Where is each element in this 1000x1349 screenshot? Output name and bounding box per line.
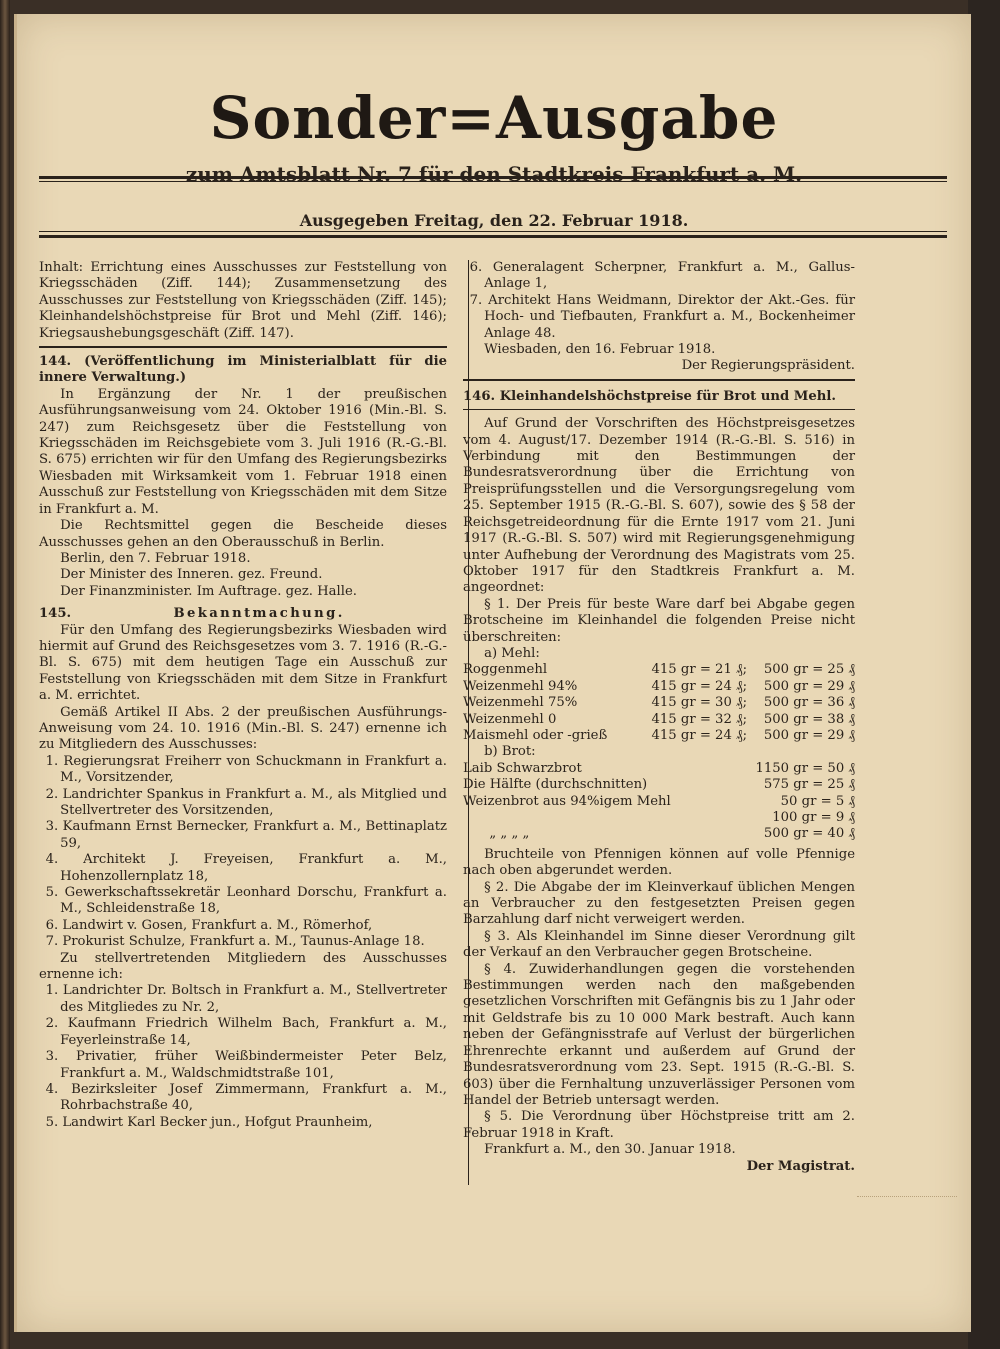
masthead	[17, 84, 971, 186]
price-cell: 500 gr = 25 ₰	[763, 662, 855, 678]
product-name: Weizenmehl 75%	[463, 695, 578, 711]
section-146-paragraph: § 1. Der Preis für beste Ware darf bei Abgabe gegen Brotscheine im Kleinhandel die folgenden Preise nicht überschreiten:	[463, 596, 855, 645]
deputy-item: 1. Landrichter Dr. Boltsch in Frankfurt a. M., Stellvertreter des Mitgliedes zu Nr. 2,	[45, 983, 447, 1015]
section-146-paragraph: Auf Grund der Vorschriften des Höchstpreisgesetzes vom 4. August/17. Dezember 1914 (R.-G.-Bl. S. 516) in Verbindung mit den Bestimmungen der Bundesratsverordnung über die Errichtung von Preisprüfungsstellen und die Versorgungsregelung vom 25. September 1915 (R.-G.-Bl. S. 607), sowie des § 58 der Reichsgetreideordnung für die Ernte 1917 vom 21. Juni 1917 (R.-G.-Bl. S. 507) wird mit Regierungsgenehmigung unter Aufhebung der Verordnung des Magistrats vom 25. Oktober 1917 für den Stadtkreis Frankfurt a. M. angeordnet:	[463, 416, 855, 596]
price-cell: 500 gr = 36 ₰	[763, 695, 855, 711]
product-name: Weizenmehl 0	[463, 711, 557, 727]
section-144-heading: 144. (Veröffentlichung im Ministerialblatt für die innere Verwaltung.)	[39, 354, 447, 386]
section-144-signature: Der Minister des Inneren. gez. Freund.	[60, 567, 323, 583]
member-item: 4. Architekt J. Freyeisen, Frankfurt a. M., Hohenzollernplatz 18,	[45, 852, 447, 884]
product-name: Laib Schwarzbrot	[463, 760, 582, 776]
issue-rule-thin	[39, 231, 947, 232]
deputy-item: 7. Architekt Hans Weidmann, Direktor der Akt.-Ges. für Hoch- und Tiefbauten, Frankfurt a. M., Bockenheimer Anlage 48.	[469, 292, 855, 341]
deputy-item: 3. Privatier, früher Weißbindermeister Peter Belz, Frankfurt a. M., Waldschmidtstraße 101,	[45, 1049, 447, 1081]
price-cell: 500 gr = 29 ₰	[763, 727, 855, 743]
masthead-rule-thin	[39, 181, 947, 182]
table-row	[463, 761, 855, 777]
price-cell: 415 gr = 30 ₰;	[651, 695, 748, 711]
member-item: 6. Landwirt v. Gosen, Frankfurt a. M., Römerhof,	[45, 917, 373, 933]
price-cell: 500 gr = 38 ₰	[763, 711, 855, 727]
product-name	[463, 810, 728, 826]
section-145-heading	[39, 606, 447, 622]
section-144-paragraph: Die Rechtsmittel gegen die Bescheide dieses Ausschusses gehen an den Oberausschuß in Berlin.	[39, 518, 447, 550]
product-name: Weizenbrot aus 94%igem Mehl	[463, 793, 671, 809]
member-item: 1. Regierungsrat Freiherr von Schuckmann in Frankfurt a. M., Vorsitzender,	[45, 753, 447, 786]
product-name: Weizenmehl 94%	[463, 678, 578, 694]
price-cell: 500 gr = 40 ₰	[763, 826, 855, 842]
book-binding	[0, 0, 10, 1349]
wiesbaden-signature: Der Regierungspräsident.	[681, 358, 855, 374]
frankfurt-signature: Der Magistrat.	[746, 1158, 855, 1174]
issue-rule	[39, 235, 947, 238]
section-145-title: Bekanntmachung.	[173, 606, 345, 622]
mehl-price-table	[463, 662, 855, 744]
brot-label: b) Brot:	[484, 744, 536, 760]
section-144-signature: Der Finanzminister. Im Auftrage. gez. Halle.	[60, 583, 357, 599]
deputy-item: 5. Landwirt Karl Becker jun., Hofgut Praunheim,	[45, 1114, 373, 1130]
scan-edge	[968, 0, 1000, 1349]
section-146-paragraph: § 3. Als Kleinhandel im Sinne dieser Verordnung gilt der Verkauf an den Verbraucher gegen Brotscheine.	[463, 928, 855, 961]
section-146-paragraph: § 5. Die Verordnung über Höchstpreise tritt am 2. Februar 1918 in Kraft.	[463, 1109, 855, 1141]
page-subtitle: zum Amtsblatt Nr. 7 für den Stadtkreis Frankfurt a. M.	[185, 162, 803, 186]
section-145-paragraph: Für den Umfang des Regierungsbezirks Wiesbaden wird hiermit auf Grund des Reichsgesetzes vom 3. 7. 1916 (R.-G.-Bl. S. 675) mit dem heutigen Tage ein Ausschuß zur Feststellung von Kriegsschäden mit dem Sitze in Frankfurt a. M. errichtet.	[39, 622, 447, 704]
price-cell: 415 gr = 32 ₰;	[651, 711, 748, 727]
section-144-date: Berlin, den 7. Februar 1918.	[60, 550, 251, 566]
section-145-paragraph: Zu stellvertretenden Mitgliedern des Ausschusses ernenne ich:	[39, 950, 447, 983]
product-name: Maismehl oder -grieß	[463, 727, 608, 743]
member-item: 3. Kaufmann Ernst Bernecker, Frankfurt a. M., Bettinaplatz 59,	[45, 819, 447, 851]
section-separator	[39, 346, 447, 348]
product-name: Die Hälfte (durchschnitten)	[463, 777, 648, 793]
price-cell: 500 gr = 29 ₰	[763, 678, 855, 694]
section-146-paragraph: § 2. Die Abgabe der im Kleinverkauf üblichen Mengen an Verbraucher zu den festgesetzten Preisen gegen Barzahlung darf nicht verweigert werden.	[463, 879, 855, 928]
section-separator	[463, 379, 855, 381]
product-name: Roggenmehl	[463, 662, 548, 678]
section-145-paragraph: Gemäß Artikel II Abs. 2 der preußischen Ausführungs-Anweisung vom 24. 10. 1916 (Min.-Bl. S. 247) ernenne ich zu Mitgliedern des Ausschusses:	[39, 704, 447, 753]
price-cell: 100 gr = 9 ₰	[772, 810, 855, 825]
price-cell: 1150 gr = 50 ₰	[755, 760, 855, 776]
left-column	[39, 260, 447, 1131]
section-146-heading: 146. Kleinhandelshöchstpreise für Brot und Mehl.	[463, 388, 836, 404]
deputy-item: 6. Generalagent Scherpner, Frankfurt a. M., Gallus-Anlage 1,	[469, 260, 855, 292]
deputy-item: 2. Kaufmann Friedrich Wilhelm Bach, Frankfurt a. M., Feyerleinstraße 14,	[45, 1016, 447, 1048]
masthead-rule	[39, 176, 947, 179]
brot-price-table	[463, 761, 855, 843]
price-cell: 415 gr = 21 ₰;	[651, 662, 748, 678]
table-row	[463, 777, 855, 793]
wiesbaden-date: Wiesbaden, den 16. Februar 1918.	[484, 342, 716, 358]
section-144-paragraph: In Ergänzung der Nr. 1 der preußischen Ausführungsanweisung vom 24. Oktober 1916 (Min.-Bl. S. 247) zum Reichsgesetz über die Feststellung von Kriegsschäden im Reichsgebiete vom 3. Juli 1916 (R.-G.-Bl. S. 675) errichten wir für den Umfang des Regierungsbezirks Wiesbaden mit Wirksamkeit vom 1. Februar 1918 einen Ausschuß zur Feststellung von Kriegsschäden mit dem Sitze in Frankfurt a. M.	[39, 386, 447, 517]
section-145-number: 145.	[39, 606, 72, 622]
table-row	[463, 679, 855, 695]
price-cell: 415 gr = 24 ₰;	[651, 678, 748, 694]
table-row	[463, 794, 855, 810]
mehl-label: a) Mehl:	[484, 645, 540, 661]
contents-paragraph: Inhalt: Errichtung eines Ausschusses zur Feststellung von Kriegsschäden (Ziff. 144); Zusammensetzung des Ausschusses zur Feststellung von Kriegsschäden (Ziff. 145); Kleinhandelshöchstpreise für Brot und Mehl (Ziff. 146); Kriegsaushebungsgeschäft (Ziff. 147).	[39, 260, 447, 341]
price-cell: 50 gr = 5 ₰	[780, 793, 855, 809]
table-row	[463, 712, 855, 728]
page-title: Sonder=Ausgabe	[209, 84, 779, 152]
table-row	[463, 728, 855, 744]
table-row	[463, 810, 855, 826]
deputy-item: 4. Bezirksleiter Josef Zimmermann, Frankfurt a. M., Rohrbachstraße 40,	[45, 1081, 447, 1114]
frankfurt-date: Frankfurt a. M., den 30. Januar 1918.	[484, 1142, 736, 1158]
price-cell: 415 gr = 24 ₰;	[651, 727, 748, 743]
section-separator	[463, 409, 855, 410]
member-item: 2. Landrichter Spankus in Frankfurt a. M., als Mitglied und Stellvertreter des Vorsitzenden,	[45, 786, 447, 818]
price-cell: 575 gr = 25 ₰	[763, 777, 855, 793]
section-146-paragraph: § 4. Zuwiderhandlungen gegen die vorstehenden Bestimmungen werden nach den maßgebenden gesetzlichen Vorschriften mit Gefängnis bis zu 1 Jahr oder mit Geldstrafe bis zu 10 000 Mark bestraft. Auch kann neben der Gefängnisstrafe auf Verlust der bürgerlichen Ehrenrechte erkannt und außerdem auf Grund der Bundesratsverordnung vom 23. Sept. 1915 (R.-G.-Bl. S. 603) über die Fernhaltung unzuverlässiger Personen vom Handel der Betrieb untersagt werden.	[463, 961, 855, 1108]
table-row	[463, 826, 855, 842]
product-name: „ „ „ „	[489, 826, 530, 842]
issue-line: Ausgegeben Freitag, den 22. Februar 1918.	[299, 211, 689, 230]
section-146-paragraph: Bruchteile von Pfennigen können auf volle Pfennige nach oben abgerundet werden.	[463, 846, 855, 879]
faint-rule	[857, 1196, 957, 1197]
table-row	[463, 695, 855, 711]
newspaper-page	[14, 14, 971, 1332]
member-item: 7. Prokurist Schulze, Frankfurt a. M., Taunus-Anlage 18.	[45, 934, 425, 950]
right-column	[463, 260, 855, 1175]
member-item: 5. Gewerkschaftssekretär Leonhard Dorschu, Frankfurt a. M., Schleidenstraße 18,	[45, 885, 447, 917]
table-row	[463, 662, 855, 678]
